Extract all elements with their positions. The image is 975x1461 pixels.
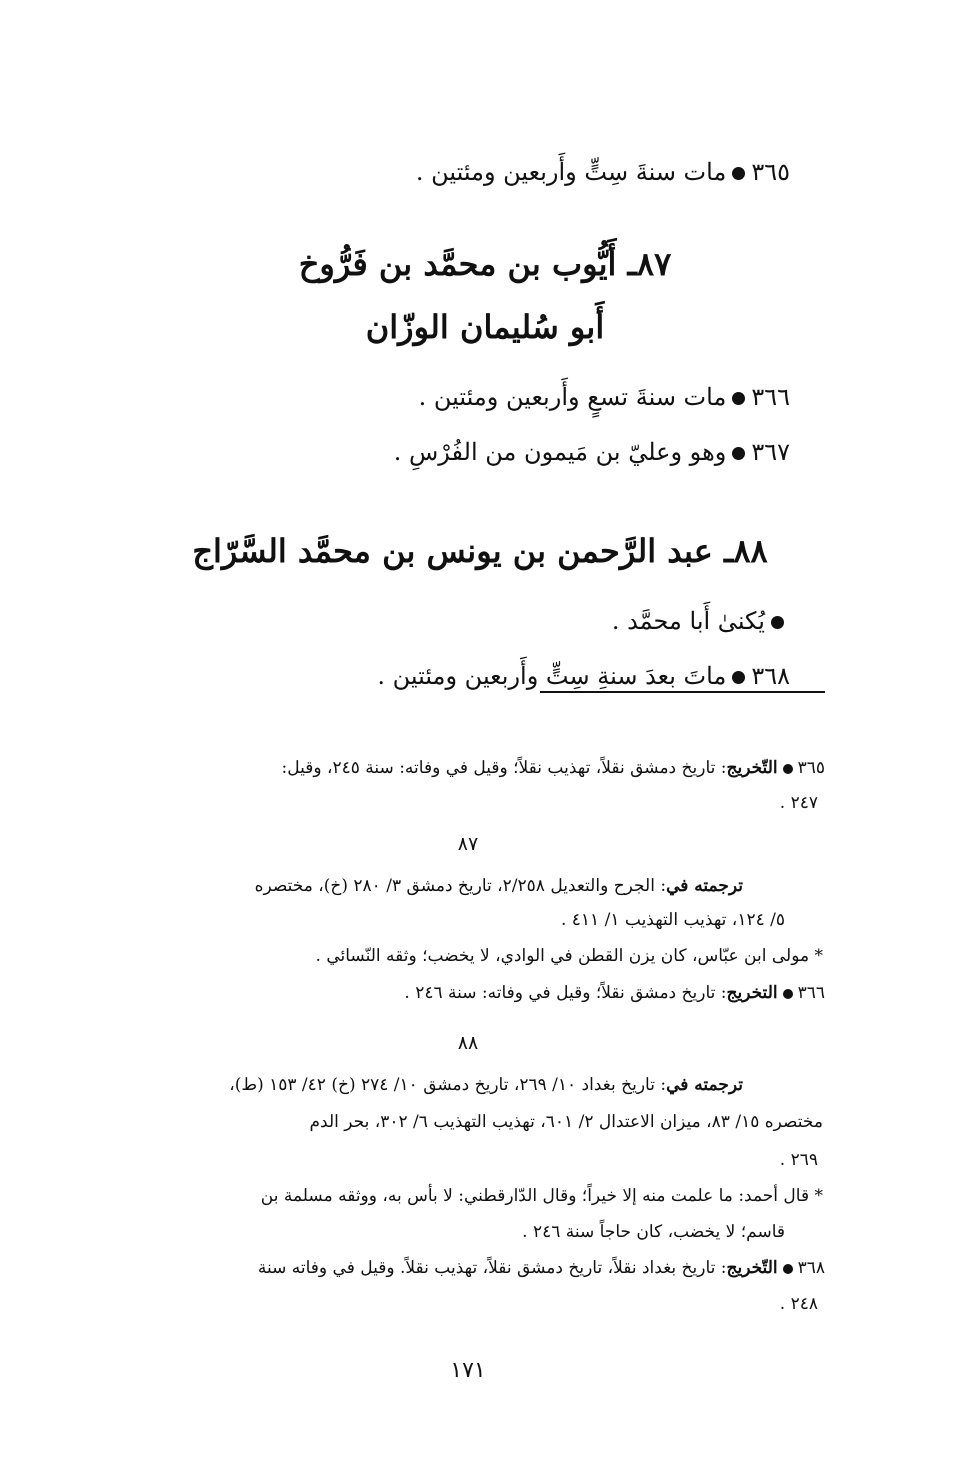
bullet-icon xyxy=(732,671,745,684)
bio-label: ترجمته في xyxy=(666,1075,743,1095)
kunya-line xyxy=(612,607,790,635)
footnote-number: ٣٦٨ xyxy=(797,1258,825,1278)
bullet-icon xyxy=(732,392,745,405)
bullet-icon xyxy=(732,447,745,460)
entry-number: ٣٦٥ xyxy=(751,158,790,186)
footnote-365-line2: ٢٤٧ . xyxy=(779,793,818,813)
bullet-icon xyxy=(783,989,793,999)
footnote-87-bio-line1 xyxy=(255,876,743,896)
heading-87-line2: أَبو سُليمان الوزّان xyxy=(365,308,605,346)
footnote-number: ٣٦٦ xyxy=(797,983,825,1003)
bullet-icon xyxy=(783,1264,793,1274)
footnote-87-note: * مولى ابن عبّاس، كان يزن القطن في الوادي، لا يخضب؛ وثقه النّسائي . xyxy=(315,946,823,966)
entry-text: مات سنةَ سِتٍّ وأَربعين ومئتين . xyxy=(415,158,727,186)
entry-365 xyxy=(416,158,790,186)
footnote-88-note-line2: قاسم؛ لا يخضب، كان حاجاً سنة ٢٤٦ . xyxy=(522,1222,785,1242)
kunya-text: يُكنىٰ أَبا محمَّد . xyxy=(611,607,765,635)
footnote-88-note-line1: * قال أحمد: ما علمت منه إلا خيراً؛ وقال الدّارقطني: لا بأس به، ووثقه مسلمة بن xyxy=(260,1186,823,1206)
heading-87-line1: ٨٧ـ أَيُّوب بن محمَّد بن فَرُّوخ xyxy=(298,245,672,283)
footnote-separator xyxy=(540,691,825,693)
footnote-87-bio-line2: ٥/ ١٢٤، تهذيب التهذيب ١/ ٤١١ . xyxy=(560,910,785,930)
footnote-text: : تاريخ بغداد نقلاً، تاريخ دمشق نقلاً، تهذيب نقلاً. وقيل في وفاته سنة xyxy=(257,1258,727,1278)
bullet-icon xyxy=(732,167,745,180)
entry-text: وهو وعليّ بن مَيمون من الفُرْسِ . xyxy=(393,438,727,466)
footnote-number: ٣٦٥ xyxy=(797,758,825,778)
footnote-368-line1 xyxy=(258,1258,825,1278)
footnote-label: التّخريج xyxy=(726,1258,778,1278)
bullet-icon xyxy=(771,616,784,629)
footnote-label: التّخريج xyxy=(726,758,778,778)
entry-text: مات سنةَ تسعٍ وأَربعين ومئتين . xyxy=(418,383,727,411)
entry-366 xyxy=(419,383,790,411)
entry-number: ٣٦٧ xyxy=(751,438,790,466)
bio-text: : تاريخ بغداد ١٠/ ٢٦٩، تاريخ دمشق ١٠/ ٢٧٤ (خ) ٤٢/ ١٥٣ (ط)، xyxy=(229,1075,667,1095)
footnote-section-88: ٨٨ xyxy=(457,1032,479,1054)
entry-number: ٣٦٦ xyxy=(751,383,790,411)
entry-text: ماتَ بعدَ سنةِ سِتٍّ وأَربعين ومئتين . xyxy=(377,662,727,690)
page-number: ١٧١ xyxy=(450,1358,486,1383)
entry-number: ٣٦٨ xyxy=(751,662,790,690)
footnote-text: : تاريخ دمشق نقلاً؛ وقيل في وفاته: سنة ٢٤٦ . xyxy=(404,983,727,1003)
footnote-section-87: ٨٧ xyxy=(457,833,479,855)
footnote-88-bio-line3: ٢٦٩ . xyxy=(779,1150,818,1170)
bullet-icon xyxy=(783,764,793,774)
footnote-366 xyxy=(404,983,825,1003)
entry-367 xyxy=(394,438,790,466)
footnote-88-bio-line1 xyxy=(229,1075,743,1095)
footnote-88-bio-line2: مختصره ١٥/ ٨٣، ميزان الاعتدال ٢/ ٦٠١، تهذيب التهذيب ٦/ ٣٠٢، بحر الدم xyxy=(309,1112,823,1132)
footnote-368-line2: ٢٤٨ . xyxy=(779,1294,818,1314)
footnote-label: التخريج xyxy=(726,983,778,1003)
bio-text: : الجرح والتعديل ٢/٢٥٨، تاريخ دمشق ٣/ ٢٨٠ (خ)، مختصره xyxy=(254,876,667,896)
bio-label: ترجمته في xyxy=(666,876,743,896)
entry-368 xyxy=(377,662,790,690)
footnote-365-line1 xyxy=(282,758,825,778)
footnote-text: : تاريخ دمشق نقلاً، تهذيب نقلاً؛ وقيل في وفاته: سنة ٢٤٥، وقيل: xyxy=(281,758,727,778)
heading-88: ٨٨ـ عبد الرَّحمن بن يونس بن محمَّد السَّرّاج xyxy=(192,532,768,570)
